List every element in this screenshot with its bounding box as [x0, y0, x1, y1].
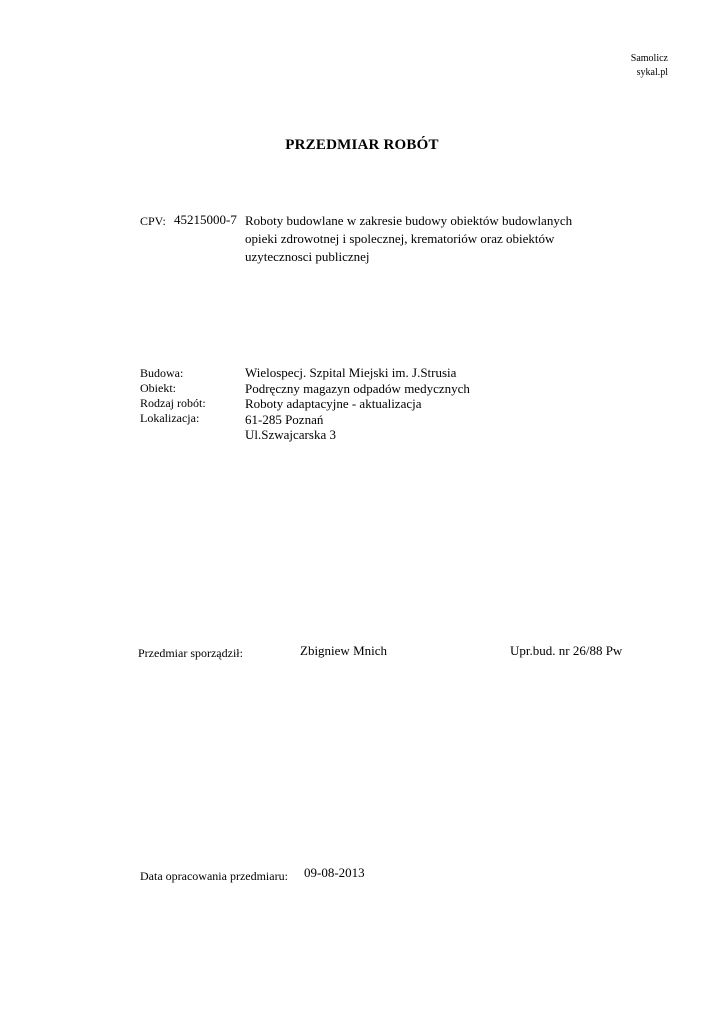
rodzaj-label: Rodzaj robót: [140, 396, 206, 410]
date-label: Data opracowania przedmiaru: [140, 869, 288, 883]
lokalizacja-value-street: Ul.Szwajcarska 3 [245, 427, 336, 442]
date-value: 09-08-2013 [304, 865, 365, 880]
prepared-by-label: Przedmiar sporządził: [138, 646, 243, 660]
info-values [245, 365, 470, 443]
header-brand [631, 52, 668, 80]
obiekt-value: Podręczny magazyn odpadów medycznych [245, 380, 470, 396]
cpv-description: Roboty budowlane w zakresie budowy obiektów budowlanych opieki zdrowotnej i spolecznej, krematoriów oraz obiektów uzytecznosci publicznej [245, 213, 573, 264]
cpv-code: 45215000-7 [174, 212, 237, 227]
budowa-value: Wielospecj. Szpital Miejski im. J.Strusia [245, 365, 457, 380]
info-labels [140, 366, 206, 426]
document-title: PRZEDMIAR ROBÓT [285, 137, 439, 153]
lokalizacja-value: 61-285 Poznań [245, 411, 324, 427]
obiekt-label: Obiekt: [140, 381, 176, 395]
brand-line-2: sykal.pl [636, 67, 668, 78]
prepared-by-license: Upr.bud. nr 26/88 Pw [510, 643, 623, 658]
rodzaj-value: Roboty adaptacyjne - aktualizacja [245, 396, 422, 411]
brand-line-1: Samolicz [630, 53, 668, 64]
prepared-by-name: Zbigniew Mnich [300, 643, 388, 658]
cpv-label: CPV: [140, 214, 166, 228]
budowa-label: Budowa: [140, 366, 184, 380]
lokalizacja-label: Lokalizacja: [140, 411, 200, 425]
